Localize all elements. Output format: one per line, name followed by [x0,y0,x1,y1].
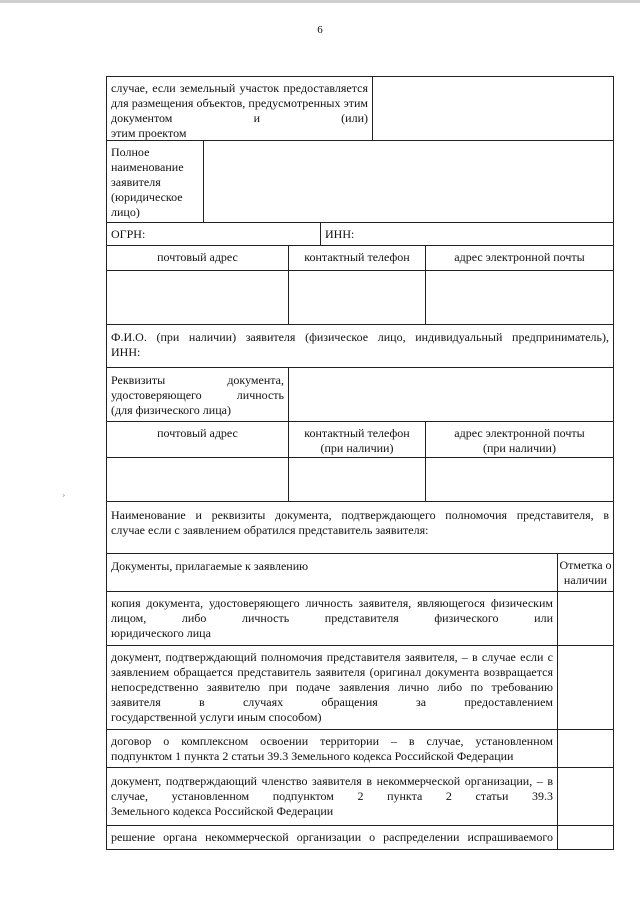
email-value-2[interactable] [426,458,613,501]
row-representative [106,501,614,553]
docs-header-mark: Отметка о наличии [559,558,612,587]
scan-top-line [0,0,640,3]
doc-item [106,729,614,767]
representative-text[interactable]: Наименование и реквизиты документа, подтверждающего полномочия представителя, в случае если с заявлением обратился представитель заявителя: [111,508,609,537]
doc-item [106,645,614,729]
doc-item [106,591,614,645]
row-id-document [106,367,614,421]
row-ogrn-inn [106,222,614,245]
doc-item-checkbox[interactable] [558,592,613,645]
land-case-value[interactable] [373,77,613,140]
application-form-table [106,76,614,850]
legal-name-value[interactable] [204,141,613,222]
row-legal-name [106,140,614,222]
land-case-text: случае, если земельный участок предоставляется для размещения объектов, предусмотренных этим документом и (или) этим проектом [107,77,373,140]
doc-item-text: документ, подтверждающий полномочия представителя заявителя, – в случае если с заявлением обращается представитель заявителя (оригинал документа возвращается непосредственно заявителю при подаче заявления лично либо по требованию заявителя в случаях обращения за предоставлением государственной услуги иным способом) [107,646,558,729]
person-fio-text[interactable]: Ф.И.О. (при наличии) заявителя (физическое лицо, индивидуальный предприниматель), ИНН: [111,330,609,359]
doc-item-text: решение органа некоммерческой организации о распределении испрашиваемого [107,826,558,849]
doc-item-text: договор о комплексном освоении территории – в случае, установленном подпунктом 1 пункта 2 статьи 39.3 Земельного кодекса Российской Федерации [107,730,558,767]
row-person-fio [106,324,614,367]
row-contact-header-1 [106,245,614,270]
doc-item-checkbox[interactable] [558,826,613,849]
id-document-value[interactable] [289,368,613,421]
email-header-2: адрес электронной почты (при наличии) [454,426,585,455]
row-land-case [106,76,614,140]
docs-header-title: Документы, прилагаемые к заявлению [107,554,558,591]
doc-item-checkbox[interactable] [558,768,613,825]
row-docs-header [106,553,614,591]
doc-item-checkbox[interactable] [558,730,613,767]
postal-address-value-2[interactable] [107,458,289,501]
phone-value-2[interactable] [289,458,426,501]
doc-item-text: копия документа, удостоверяющего личность заявителя, являющегося физическим лицом, либо личность представителя физического или юридического лица [107,592,558,645]
doc-item-checkbox[interactable] [558,646,613,729]
row-contact-header-2 [106,421,614,457]
postal-address-header-2: почтовый адрес [107,422,289,457]
inn-label[interactable]: ИНН: [325,227,355,241]
postal-address-value[interactable] [107,271,289,324]
id-document-label: Реквизиты документа, удостоверяющего личность (для физического лица) [107,368,289,421]
page-number: 6 [317,24,323,36]
row-contact-values-1 [106,270,614,324]
doc-item [106,767,614,825]
postal-address-header: почтовый адрес [107,246,289,270]
phone-value[interactable] [289,271,426,324]
email-value[interactable] [426,271,613,324]
phone-header: контактный телефон [289,246,426,270]
legal-name-label: Полное наименование заявителя (юридическое лицо) [107,141,204,222]
doc-item [106,825,614,850]
ogrn-label[interactable]: ОГРН: [107,223,321,245]
row-contact-values-2 [106,457,614,501]
doc-item-text: документ, подтверждающий членство заявителя в некоммерческой организации, – в случае, установленном подпунктом 2 пункта 2 статьи 39.3 Земельного кодекса Российской Федерации [107,768,558,825]
email-header: адрес электронной почты [454,250,585,264]
phone-header-2: контактный телефон (при наличии) [289,422,426,457]
margin-mark: ¸ [62,486,66,497]
